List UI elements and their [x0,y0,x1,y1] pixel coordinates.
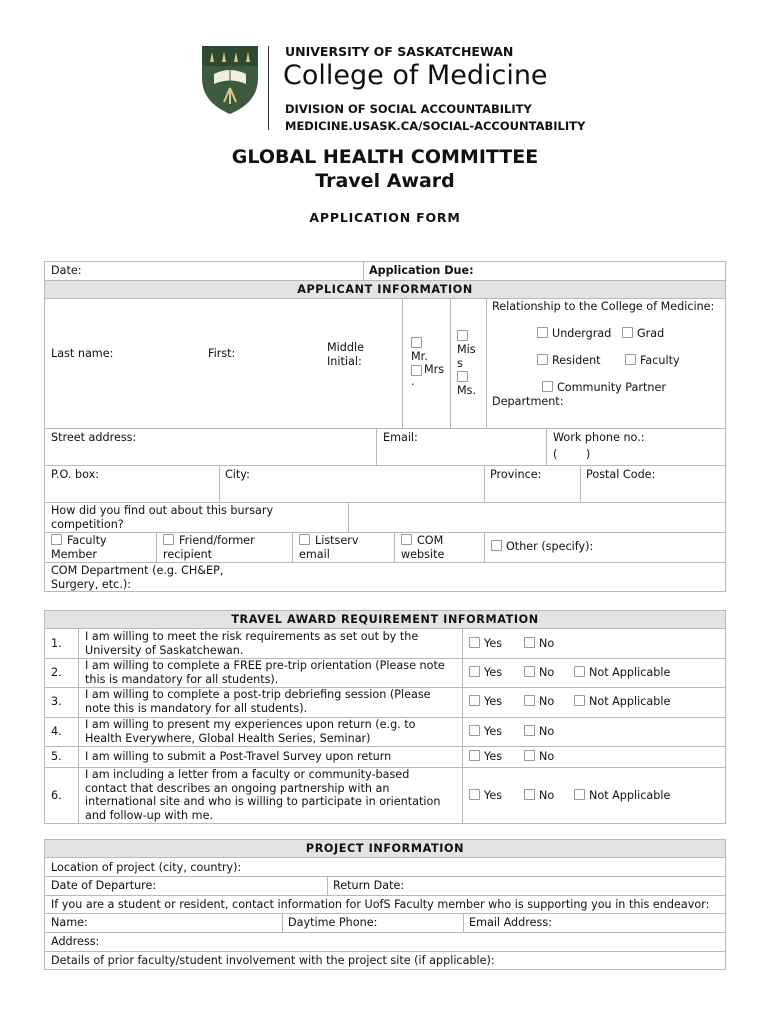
mrs-label: Mrs [424,363,445,376]
ms-label: Ms. [457,384,477,397]
other-option[interactable] [491,540,593,553]
community-partner-label: Community Partner [557,381,666,394]
daytime-phone-label: Daytime Phone: [288,916,378,929]
university-logo [200,44,260,116]
req6-yes[interactable] [469,789,502,802]
application-due-label: Application Due: [369,264,474,277]
req6-na-checkbox[interactable] [574,789,585,800]
req3-no[interactable] [524,695,554,708]
requirement-number: 3. [51,695,62,708]
req1-no-checkbox[interactable] [524,637,535,648]
no-label: No [539,695,555,708]
yes-label: Yes [484,666,503,679]
no-label: No [539,789,555,802]
return-date-label: Return Date: [333,879,405,892]
relationship-label: Relationship to the College of Medicine: [492,300,715,313]
miss-checkbox[interactable] [457,330,468,341]
application-form-heading: APPLICATION FORM [309,210,461,225]
po-box-label: P.O. box: [51,468,100,481]
req4-no[interactable] [524,725,554,738]
undergrad-option[interactable] [537,327,611,340]
departure-date-label: Date of Departure: [51,879,157,892]
college-name: College of Medicine [283,60,548,91]
logo-divider [268,46,269,130]
yes-label: Yes [484,725,503,738]
department-label: Department: [492,395,564,408]
prior-involvement-label: Details of prior faculty/student involvement with the project site (if applicable): [51,954,495,967]
crest-icon [200,44,260,116]
contact-name-label: Name: [51,916,88,929]
how-found-label: How did you find out about this bursary competition? [51,504,274,531]
work-phone-area-code: ( ) [553,448,591,461]
req6-na[interactable] [574,789,670,802]
yes-label: Yes [484,637,503,650]
req5-no-checkbox[interactable] [524,750,535,761]
req2-na[interactable] [574,666,670,679]
resident-label: Resident [552,354,601,367]
requirement-number: 1. [51,637,62,650]
not-applicable-label: Not Applicable [589,695,671,708]
no-label: No [539,637,555,650]
province-label: Province: [490,468,542,481]
faculty-label: Faculty [640,354,680,367]
applicant-info-header: APPLICANT INFORMATION [44,280,726,299]
not-applicable-label: Not Applicable [589,789,671,802]
req5-yes[interactable] [469,750,502,763]
requirement-text: I am willing to submit a Post-Travel Survey upon return [85,750,392,763]
requirement-text: I am willing to complete a FREE pre-trip orientation (Please note this is mandatory for all students). [85,659,445,686]
req4-yes[interactable] [469,725,502,738]
date-label: Date: [51,264,82,277]
project-info-header: PROJECT INFORMATION [44,839,726,858]
req3-yes-checkbox[interactable] [469,695,480,706]
req3-no-checkbox[interactable] [524,695,535,706]
mr-checkbox[interactable] [411,337,422,348]
project-location-label: Location of project (city, country): [51,861,242,874]
grad-checkbox[interactable] [622,327,633,338]
yes-label: Yes [484,750,503,763]
other-specify-label: Other (specify): [506,540,594,553]
com-website-label: COM website [401,534,445,561]
req3-yes[interactable] [469,695,502,708]
mrs-dot: . [411,375,415,388]
yes-label: Yes [484,789,503,802]
requirement-text: I am willing to present my experiences upon return (e.g. to Health Everywhere, Global Health Series, Seminar) [85,718,416,745]
division-url: MEDICINE.USASK.CA/SOCIAL-ACCOUNTABILITY [285,119,586,133]
division-name: DIVISION OF SOCIAL ACCOUNTABILITY [285,102,532,116]
req4-no-checkbox[interactable] [524,725,535,736]
req5-yes-checkbox[interactable] [469,750,480,761]
community-partner-checkbox[interactable] [542,381,553,392]
street-address-label: Street address: [51,431,137,444]
req3-na-checkbox[interactable] [574,695,585,706]
university-name: UNIVERSITY OF SASKATCHEWAN [285,44,514,59]
req2-no-checkbox[interactable] [524,666,535,677]
faculty-option[interactable] [625,354,680,367]
req2-yes-checkbox[interactable] [469,666,480,677]
req5-no[interactable] [524,750,554,763]
no-label: No [539,725,555,738]
miss-label: Mis s [457,343,476,370]
undergrad-checkbox[interactable] [537,327,548,338]
req2-yes[interactable] [469,666,502,679]
form-title: GLOBAL HEALTH COMMITTEE [231,146,539,168]
requirement-number: 6. [51,789,62,802]
other-checkbox[interactable] [491,540,502,551]
resident-checkbox[interactable] [537,354,548,365]
no-label: No [539,666,555,679]
faculty-checkbox[interactable] [625,354,636,365]
travel-award-header: TRAVEL AWARD REQUIREMENT INFORMATION [44,610,726,629]
requirement-text: I am willing to meet the risk requirements as set out by the University of Saskatchewan. [85,630,419,657]
requirement-number: 4. [51,725,62,738]
req3-na[interactable] [574,695,670,708]
contact-email-label: Email Address: [469,916,552,929]
com-department-label: COM Department (e.g. CH&EP, Surgery, etc.): [51,564,224,591]
city-label: City: [225,468,250,481]
req6-no-checkbox[interactable] [524,789,535,800]
postal-code-label: Postal Code: [586,468,656,481]
undergrad-label: Undergrad [552,327,612,340]
req2-na-checkbox[interactable] [574,666,585,677]
not-applicable-label: Not Applicable [589,666,671,679]
req1-yes[interactable] [469,637,502,650]
requirement-number: 2. [51,666,62,679]
req6-no[interactable] [524,789,554,802]
req1-no[interactable] [524,637,554,650]
resident-option[interactable] [537,354,601,367]
contact-address-label: Address: [51,935,100,948]
req6-yes-checkbox[interactable] [469,789,480,800]
listserv-email-label: Listserv email [299,534,359,561]
last-name-label: Last name: [51,347,114,360]
ms-checkbox[interactable] [457,371,468,382]
first-name-label: First: [208,347,236,360]
faculty-contact-note: If you are a student or resident, contact information for UofS Faculty member who is supporting you in this endeavor: [51,898,710,911]
middle-initial-label: Middle Initial: [327,341,364,368]
community-partner-option[interactable] [542,381,666,394]
req4-yes-checkbox[interactable] [469,725,480,736]
yes-label: Yes [484,695,503,708]
mr-label: Mr. [411,350,428,363]
requirement-text: I am willing to complete a post-trip debriefing session (Please note this is mandatory for all students). [85,688,431,715]
faculty-member-label: Faculty Member [51,534,107,561]
req1-yes-checkbox[interactable] [469,637,480,648]
work-phone-label: Work phone no.: [553,431,645,444]
requirement-text: I am including a letter from a faculty or community-based contact that describes an ongoing partnership with an international site and who is willing to participate in orientation and follow-up with me. [85,768,441,822]
no-label: No [539,750,555,763]
requirement-number: 5. [51,750,62,763]
friend-former-recipient-label: Friend/former recipient [163,534,255,561]
grad-option[interactable] [622,327,664,340]
form-subtitle: Travel Award [315,170,455,192]
req2-no[interactable] [524,666,554,679]
email-label: Email: [383,431,418,444]
grad-label: Grad [637,327,665,340]
